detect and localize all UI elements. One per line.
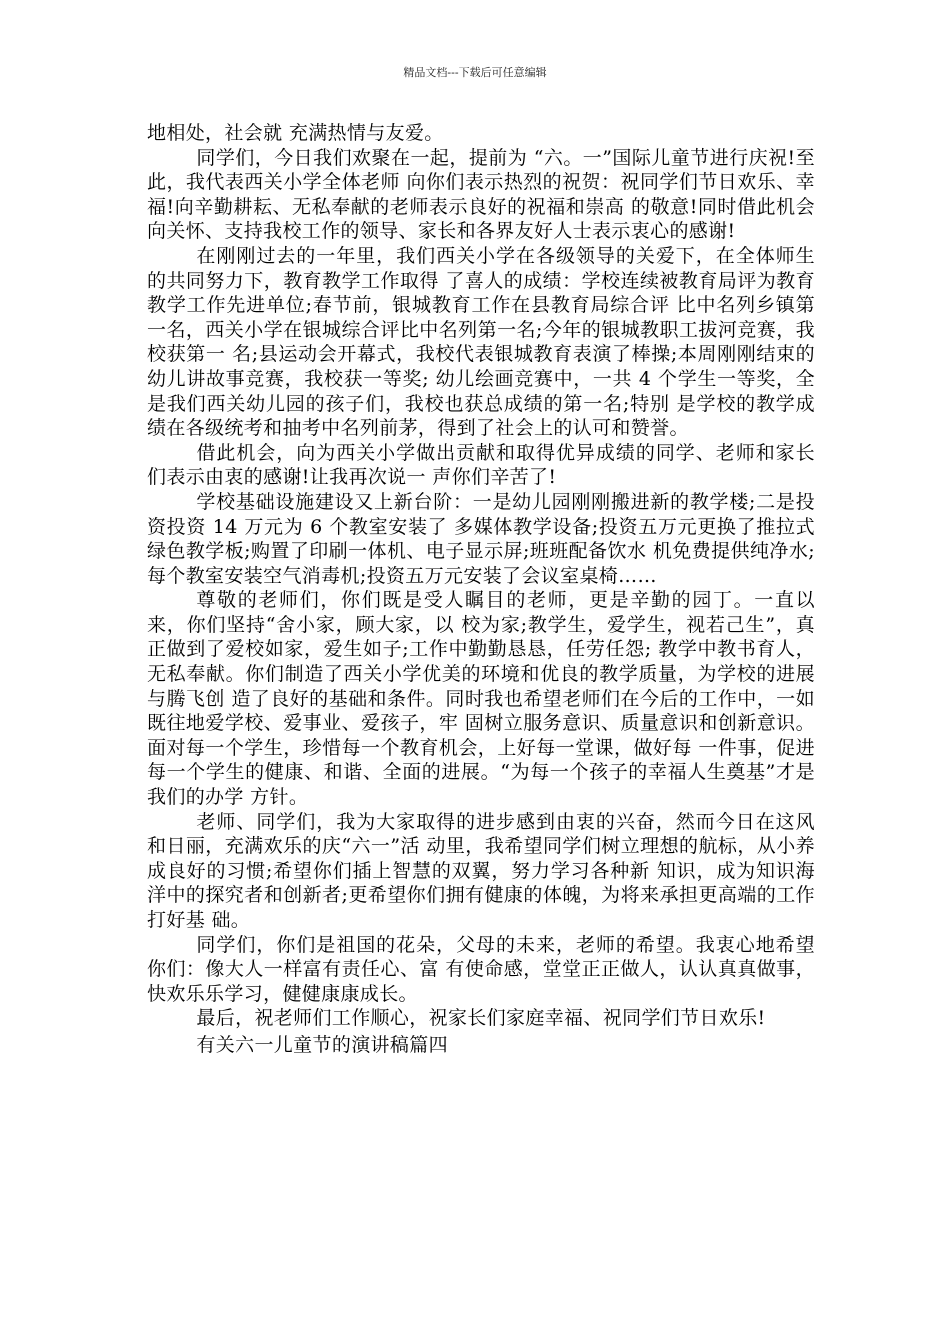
page-header: 精品文档---下载后可任意编辑: [403, 66, 547, 79]
paragraph-6: 尊敬的老师们，你们既是受人瞩目的老师，更是辛勤的园丁。一直以来，你们坚持“舍小家，顾大家，以 校为家;教学生，爱学生，视若己生”，真正做到了爱校如家，爱生如子;工作中勤勤恳恳，任劳任怨; 教学中教书育人，无私奉献。你们制造了西关小学优美的环境和优良的教学质量，为学校的进展与腾飞创 造了良好的基础和条件。同时我也希望老师们在今后的工作中，一如既往地爱学校、爱事业、爱孩子，牢 固树立服务意识、质量意识和创新意识。面对每一个学生，珍惜每一个教育机会，上好每一堂课，做好每 一件事，促进每一个学生的健康、和谐、全面的进展。“为每一个孩子的幸福人生奠基”才是我们的办学 方针。: [147, 589, 815, 809]
paragraph-5: 学校基础设施建设又上新台阶：一是幼儿园刚刚搬进新的教学楼;二是投资投资 14 万元为 6 个教室安装了 多媒体教学设备;投资五万元更换了推拉式绿色教学板;购置了印刷一体机、电子显示屏;班班配备饮水 机免费提供纯净水;每个教室安装空气消毒机;投资五万元安装了会议室桌椅……: [147, 490, 815, 587]
paragraph-1: 地相处，社会就 充满热情与友爱。: [147, 122, 444, 144]
document-body: [147, 121, 815, 1058]
paragraph-3: 在刚刚过去的一年里，我们西关小学在各级领导的关爱下，在全体师生的共同努力下，教育教学工作取得 了喜人的成绩：学校连续被教育局评为教育教学工作先进单位;春节前，银城教育工作在县教育局综合评 比中名列乡镇第一名，西关小学在银城综合评比中名列第一名;今年的银城教职工拔河竞赛，我校获第一 名;县运动会开幕式，我校代表银城教育表演了棒操;本周刚刚结束的幼儿讲故事竞赛，我校获一等奖; 幼儿绘画竞赛中，一共 4 个学生一等奖，全是我们西关幼儿园的孩子们，我校也获总成绩的第一名;特别 是学校的教学成绩在各级统考和抽考中名列前茅，得到了社会上的认可和赞誉。: [147, 244, 815, 440]
paragraph-2: 同学们，今日我们欢聚在一起，提前为 “六。一”国际儿童节进行庆祝!至此，我代表西关小学全体老师 向你们表示热烈的祝贺：祝同学们节日欢乐、幸福!向辛勤耕耘、无私奉献的老师表示良好的祝福和崇高 的敬意!同时借此机会向关怀、支持我校工作的领导、家长和各界友好人士表示衷心的感谢!: [147, 146, 815, 243]
paragraph-8: 同学们，你们是祖国的花朵，父母的未来，老师的希望。我衷心地希望你们：像大人一样富有责任心、富 有使命感，堂堂正正做人，认认真真做事，快欢乐乐学习，健健康康成长。: [147, 933, 815, 1005]
paragraph-4: 借此机会，向为西关小学做出贡献和取得优异成绩的同学、老师和家长们表示由衷的感谢!让我再次说一 声你们辛苦了!: [147, 441, 815, 489]
paragraph-7: 老师、同学们，我为大家取得的进步感到由衷的兴奋，然而今日在这风和日丽，充满欢乐的庆“六一”活 动里，我希望同学们树立理想的航标，从小养成良好的习惯;希望你们插上智慧的双翼，努力学习各种新 知识，成为知识海洋中的探究者和创新者;更希望你们拥有健康的体魄，为将来承担更高端的工作打好基 础。: [147, 810, 815, 931]
section-heading: 有关六一儿童节的演讲稿篇四: [196, 1033, 448, 1056]
paragraph-9: 最后，祝老师们工作顺心，祝家长们家庭幸福、祝同学们节日欢乐!: [196, 1007, 766, 1030]
